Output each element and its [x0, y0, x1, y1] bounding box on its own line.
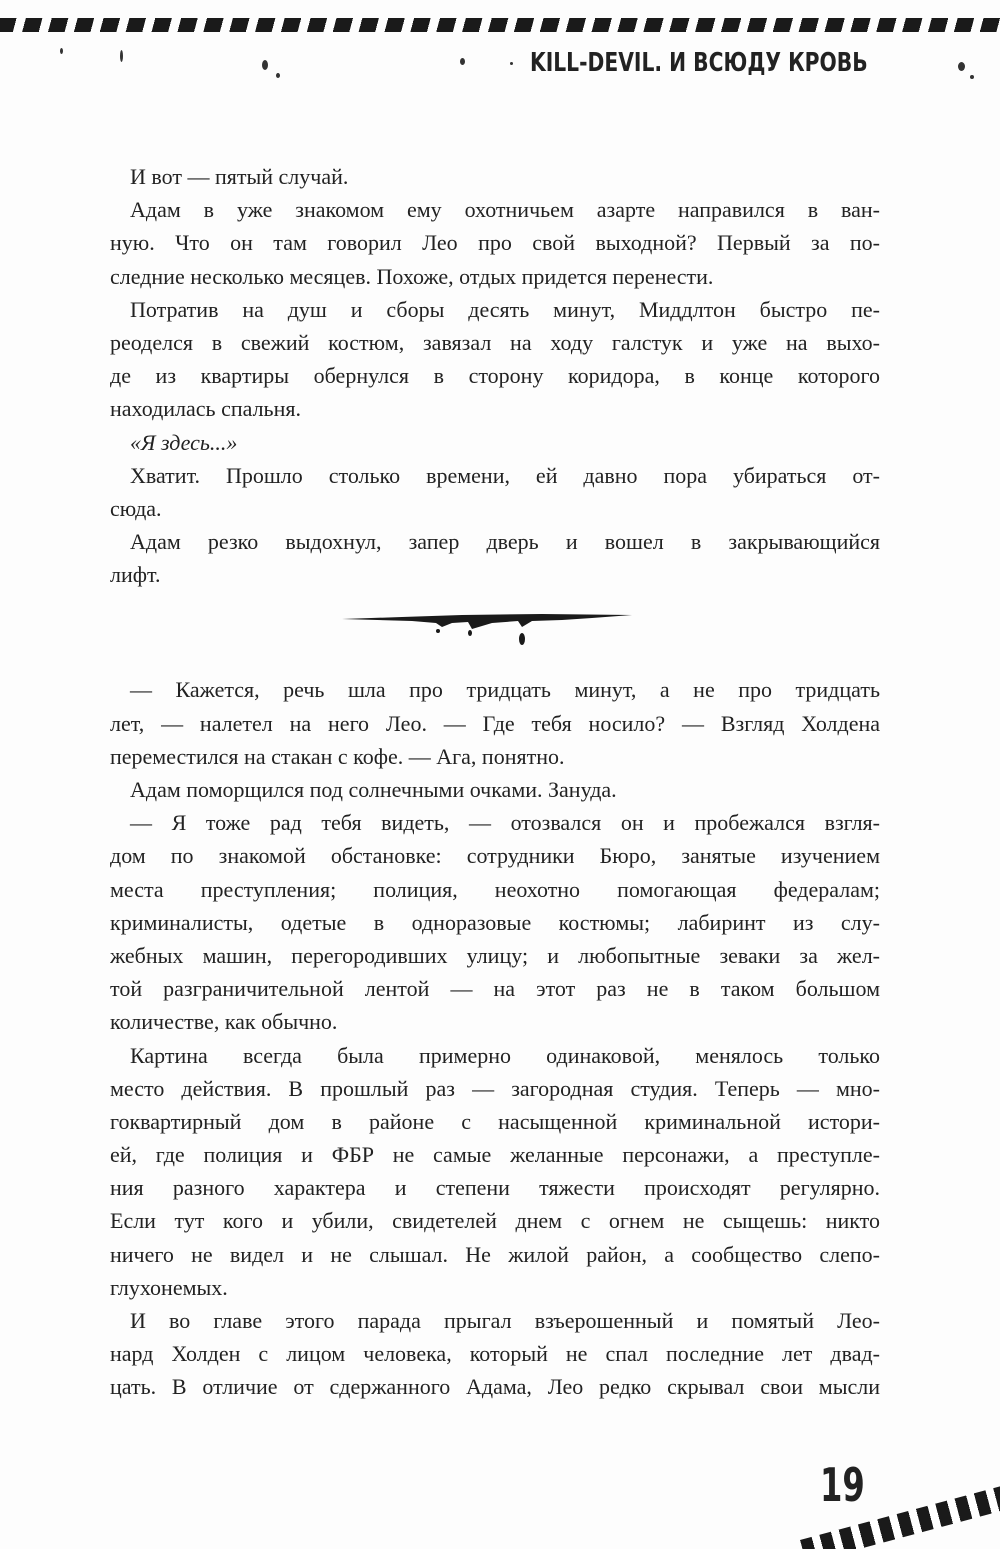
- paragraph: [110, 806, 880, 1038]
- text-line: нард Холден с лицом человека, который не спал последние лет двад-: [110, 1341, 880, 1367]
- page-number: 19: [820, 1458, 865, 1512]
- paragraph: [110, 525, 880, 591]
- paragraph: [110, 293, 880, 426]
- paragraph: [110, 1039, 880, 1305]
- text-line: сюда.: [110, 495, 162, 521]
- paragraph: [110, 426, 880, 459]
- paragraph: [110, 673, 880, 773]
- text-line: Адам резко выдохнул, запер дверь и вошел в закрывающийся: [130, 529, 880, 555]
- text-line: глухонемых.: [110, 1274, 228, 1300]
- text-line: — Я тоже рад тебя видеть, — отозвался он и пробежался взгля-: [130, 810, 880, 836]
- crime-tape-top: [0, 18, 1000, 32]
- text-line: — Кажется, речь шла про тридцать минут, а не про тридцать: [130, 677, 880, 703]
- text-line: ей, где полиция и ФБР не самые желанные персонажи, а преступле-: [110, 1142, 880, 1168]
- text-line: переместился на стакан с кофе. — Ага, понятно.: [110, 743, 565, 769]
- text-line: гоквартирный дом в районе с насыщенной криминальной истори-: [110, 1108, 880, 1134]
- text-line: реоделся в свежий костюм, завязал на ходу галстук и уже на выхо-: [110, 329, 880, 355]
- text-line: И во главе этого парада прыгал взъерошенный и помятый Лео-: [130, 1308, 880, 1333]
- body-text: [110, 160, 880, 1404]
- text-line: ничего не видел и не слышал. Не жилой район, а сообщество слепо-: [110, 1241, 880, 1267]
- text-line: дом по знакомой обстановке: сотрудники Бюро, занятые изучением: [110, 843, 880, 869]
- blood-drip-ornament: [342, 611, 632, 651]
- paragraph: [110, 459, 880, 525]
- text-line: лет, — налетел на него Лео. — Где тебя носило? — Взгляд Холдена: [110, 710, 880, 736]
- paragraph: [110, 193, 880, 293]
- text-line: Адам поморщился под солнечными очками. Зануда.: [130, 777, 617, 802]
- text-line: Адам в уже знакомом ему охотничьем азарте направился в ван-: [130, 197, 880, 223]
- paragraph: [110, 773, 880, 806]
- text-line: ную. Что он там говорил Лео про свой выходной? Первый за по-: [110, 230, 880, 256]
- text-line: цать. В отличие от сдержанного Адама, Лео редко скрывал свои мысли: [110, 1374, 880, 1400]
- paragraph: [110, 1304, 880, 1404]
- text-line: лифт.: [110, 562, 161, 588]
- text-line: ния разного характера и степени тяжести происходят регулярно.: [110, 1175, 880, 1201]
- text-line: место действия. В прошлый раз — загородная студия. Теперь — мно-: [110, 1075, 880, 1101]
- text-line: де из квартиры обернулся в сторону коридора, в конце которого: [110, 363, 880, 389]
- text-line: Хватит. Прошло столько времени, ей давно пора убираться от-: [130, 462, 880, 488]
- text-line: количестве, как обычно.: [110, 1009, 338, 1035]
- running-header: KILL-DEVIL. И ВСЮДУ КРОВЬ: [530, 48, 868, 78]
- text-line: И вот — пятый случай.: [130, 164, 349, 189]
- text-line: «Я здесь...»: [130, 429, 238, 455]
- section-break-ornament: [110, 591, 880, 673]
- text-line: следние несколько месяцев. Похоже, отдых придется перенести.: [110, 263, 714, 289]
- paragraph: [110, 160, 880, 193]
- text-line: Если тут кого и убили, свидетелей днем с огнем не сыщешь: никто: [110, 1208, 880, 1234]
- text-line: той разграничительной лентой — на этот раз не в таком большом: [110, 976, 880, 1002]
- text-line: криминалисты, одетые в одноразовые костюмы; лабиринт из слу-: [110, 909, 880, 935]
- text-line: Картина всегда была примерно одинаковой, менялось только: [130, 1042, 880, 1068]
- text-line: места преступления; полиция, неохотно помогающая федералам;: [110, 876, 880, 902]
- text-line: Потратив на душ и сборы десять минут, Миддлтон быстро пе-: [130, 296, 880, 322]
- text-line: находилась спальня.: [110, 396, 301, 422]
- text-line: жебных машин, перегородивших улицу; и любопытные зеваки за жел-: [110, 942, 880, 968]
